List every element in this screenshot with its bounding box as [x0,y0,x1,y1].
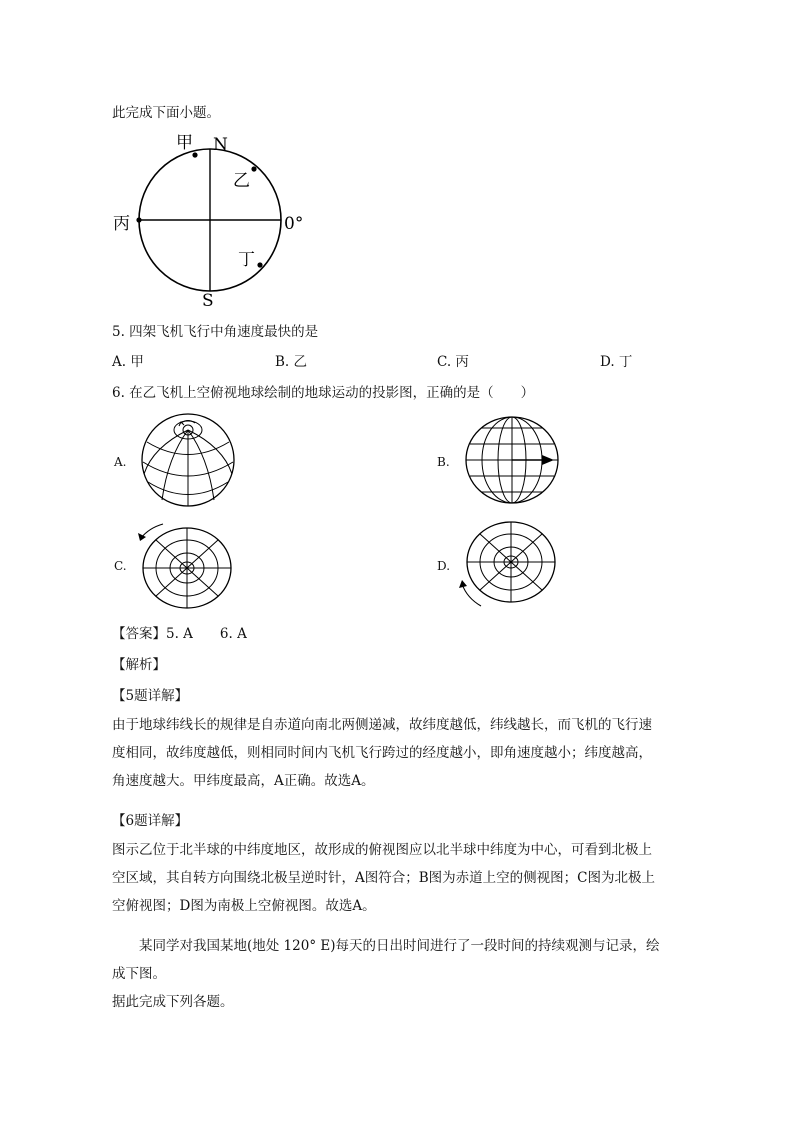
globe-a-diagram [138,412,238,508]
answer-line: 【答案】5. A 6. A [112,626,247,642]
label-s: S [202,291,214,310]
globe-c-diagram [135,516,245,612]
next-line: 成下图。 [112,966,166,982]
q5-option-d: D. 丁 [600,354,633,370]
detail6-line: 图示乙位于北半球的中纬度地区，故形成的俯视图应以北半球中纬度为中心，可看到北极上 [112,842,652,858]
q6-option-b: B. [437,455,450,469]
detail6-line: 空区域，其自转方向围绕北极呈逆时针，A图符合；B图为赤道上空的侧视图；C图为北极上 [112,870,655,886]
label-zero: 0° [284,214,304,234]
detail5-body [112,711,692,795]
detail6-heading: 【6题详解】 [112,813,189,829]
q6-option-d: D. [437,559,451,573]
point-bing [136,217,141,222]
detail5-heading: 【5题详解】 [112,688,189,704]
label-n: N [213,135,228,155]
point-yi [251,166,256,171]
globe-b-diagram [462,414,562,506]
label-yi: 乙 [233,171,250,191]
globe-d-diagram [455,514,565,614]
analysis-heading: 【解析】 [112,657,166,673]
earth-diagram [105,130,315,310]
intro-text: 此完成下面小题。 [112,105,220,121]
q6-option-a: A. [114,455,127,469]
q5-option-c: C. 丙 [437,354,469,370]
label-jia: 甲 [176,133,193,153]
next-question-intro [112,932,692,1016]
detail6-body [112,836,692,920]
detail5-line: 角速度越大。甲纬度最高，A正确。故选A。 [112,773,375,789]
q6-stem: 6. 在乙飞机上空俯视地球绘制的地球运动的投影图，正确的是（ ） [112,385,535,401]
detail6-line: 空俯视图；D图为南极上空俯视图。故选A。 [112,898,376,914]
next-line: 据此完成下列各题。 [112,994,234,1010]
label-bing: 丙 [113,214,130,234]
detail5-line: 由于地球纬线长的规律是自赤道向南北两侧递减，故纬度越低，纬线越长，而飞机的飞行速 [112,717,652,733]
detail5-line: 度相同，故纬度越低，则相同时间内飞机飞行跨过的经度越小，即角速度越小；纬度越高， [112,745,652,761]
next-line: 某同学对我国某地(地处 120° E)每天的日出时间进行了一段时间的持续观测与记录，绘 [112,938,660,954]
q5-option-b: B. 乙 [275,354,308,370]
q5-option-a: A. 甲 [112,354,144,370]
q5-stem: 5. 四架飞机飞行中角速度最快的是 [112,324,319,340]
q6-option-c: C. [114,559,127,573]
point-ding [257,262,262,267]
point-jia [192,152,197,157]
label-ding: 丁 [238,250,255,270]
